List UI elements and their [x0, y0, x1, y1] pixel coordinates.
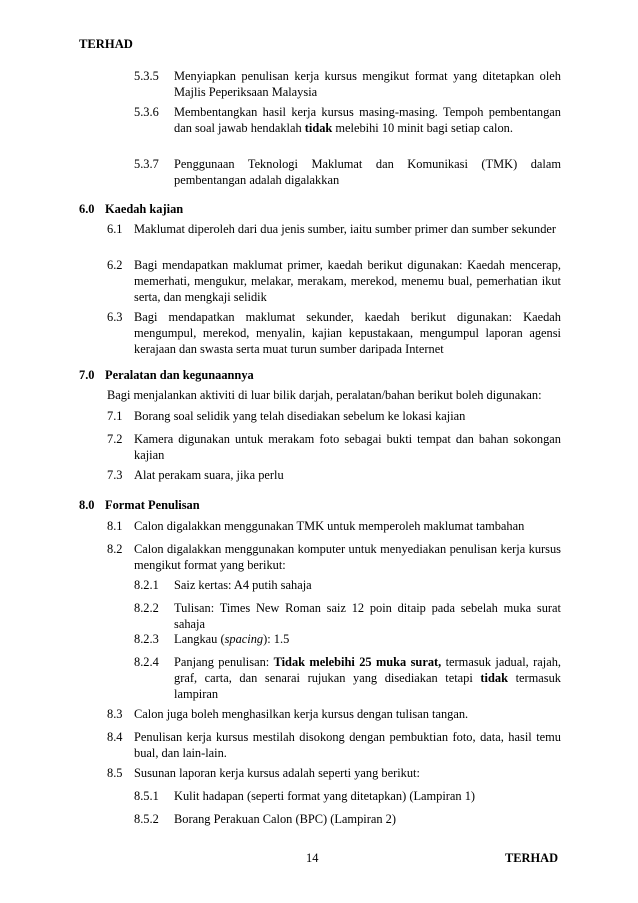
item-text: Alat perakam suara, jika perlu — [134, 468, 284, 482]
item-text: Calon digalakkan menggunakan komputer untuk menyediakan penulisan kerja kursus mengikut format yang berikut: — [134, 542, 561, 572]
item-text: Susunan laporan kerja kursus adalah seperti yang berikut: — [134, 766, 420, 780]
emphasis-tidak: tidak — [480, 670, 508, 685]
section-heading-6 — [79, 202, 183, 218]
item-number: 5.3.6 — [134, 105, 159, 119]
item-text: Penggunaan Teknologi Maklumat dan Komunikasi (TMK) dalam pembentangan adalah digalakkan — [174, 157, 561, 187]
item-number: 8.2.3 — [134, 632, 159, 646]
item-number: 6.2 — [107, 258, 123, 272]
section-number: 7.0 — [79, 368, 95, 382]
section-heading-7 — [79, 368, 254, 384]
footer-classification: TERHAD — [505, 851, 559, 865]
item-number: 8.5.1 — [134, 789, 159, 803]
item-number: 8.2 — [107, 542, 123, 556]
item-number: 5.3.5 — [134, 69, 159, 83]
item-number: 7.1 — [107, 409, 123, 423]
item-text: Maklumat diperoleh dari dua jenis sumber, iaitu sumber primer dan sumber sekunder — [134, 222, 557, 236]
header-classification: TERHAD — [79, 37, 133, 51]
emphasis-limit: Tidak melebihi 25 muka surat, — [273, 655, 442, 669]
emphasis-tidak: tidak — [304, 120, 333, 135]
item-number: 8.2.2 — [134, 601, 159, 615]
item-text: Langkau (spacing): 1.5 — [174, 632, 290, 646]
section-number: 8.0 — [79, 498, 95, 512]
item-number: 8.1 — [107, 519, 123, 533]
item-number: 5.3.7 — [134, 157, 159, 171]
section-title: Kaedah kajian — [105, 202, 184, 216]
item-number: 6.1 — [107, 222, 123, 236]
item-number: 8.3 — [107, 707, 123, 721]
section-title: Peralatan dan kegunaannya — [105, 368, 254, 382]
item-text: Borang soal selidik yang telah disediakan sebelum ke lokasi kajian — [134, 409, 466, 423]
item-text: Calon digalakkan menggunakan TMK untuk memperoleh maklumat tambahan — [134, 519, 525, 533]
item-text: Membentangkan hasil kerja kursus masing-masing. Tempoh pembentangan dan soal jawab hendaklah tidak melebihi 10 minit bagi setiap calon. — [174, 105, 561, 135]
item-text: Penulisan kerja kursus mestilah disokong dengan pembuktian foto, data, hasil temu bual, dan lain-lain. — [134, 730, 561, 760]
item-text: Kamera digunakan untuk merakam foto sebagai bukti tempat dan bahan sokongan kajian — [134, 432, 561, 462]
section-title: Format Penulisan — [105, 498, 200, 512]
page-number: 14 — [306, 851, 319, 865]
item-text: Borang Perakuan Calon (BPC) (Lampiran 2) — [174, 812, 396, 826]
item-text: Panjang penulisan: Tidak melebihi 25 muka surat, termasuk jadual, rajah, graf, carta, dan senarai rujukan yang disediakan tetapi tidak termasuk lampiran — [174, 655, 561, 701]
italic-term: spacing — [224, 632, 264, 646]
item-text: Kulit hadapan (seperti format yang ditetapkan) (Lampiran 1) — [174, 789, 476, 803]
item-text: Calon juga boleh menghasilkan kerja kursus dengan tulisan tangan. — [134, 707, 469, 721]
section-number: 6.0 — [79, 202, 95, 216]
item-text: Bagi mendapatkan maklumat sekunder, kaedah berikut digunakan: Kaedah mengumpul, merekod, menyalin, kajian kepustakaan, mengumpul laporan agensi kerajaan dan swasta serta muat turun sumber daripada Internet — [134, 310, 561, 356]
section-heading-8 — [79, 498, 200, 514]
item-text: Tulisan: Times New Roman saiz 12 poin ditaip pada sebelah muka surat sahaja — [174, 601, 561, 631]
item-text: Menyiapkan penulisan kerja kursus mengikut format yang ditetapkan oleh Majlis Peperiksaan Malaysia — [174, 69, 561, 99]
item-number: 7.2 — [107, 432, 123, 446]
item-text: Saiz kertas: A4 putih sahaja — [174, 578, 312, 592]
item-number: 7.3 — [107, 468, 123, 482]
item-number: 6.3 — [107, 310, 123, 324]
item-number: 8.4 — [107, 730, 123, 744]
section-intro: Bagi menjalankan aktiviti di luar bilik darjah, peralatan/bahan berikut boleh digunakan: — [107, 388, 542, 402]
item-number: 8.5 — [107, 766, 123, 780]
item-text: Bagi mendapatkan maklumat primer, kaedah berikut digunakan: Kaedah mencerap, memerhati, mengukur, melakar, merakam, merekod, menemu bual, pemerhatian ikut serta, dan mengkaji selidik — [134, 258, 561, 304]
item-number: 8.5.2 — [134, 812, 159, 826]
item-number: 8.2.1 — [134, 578, 159, 592]
item-number: 8.2.4 — [134, 655, 159, 669]
